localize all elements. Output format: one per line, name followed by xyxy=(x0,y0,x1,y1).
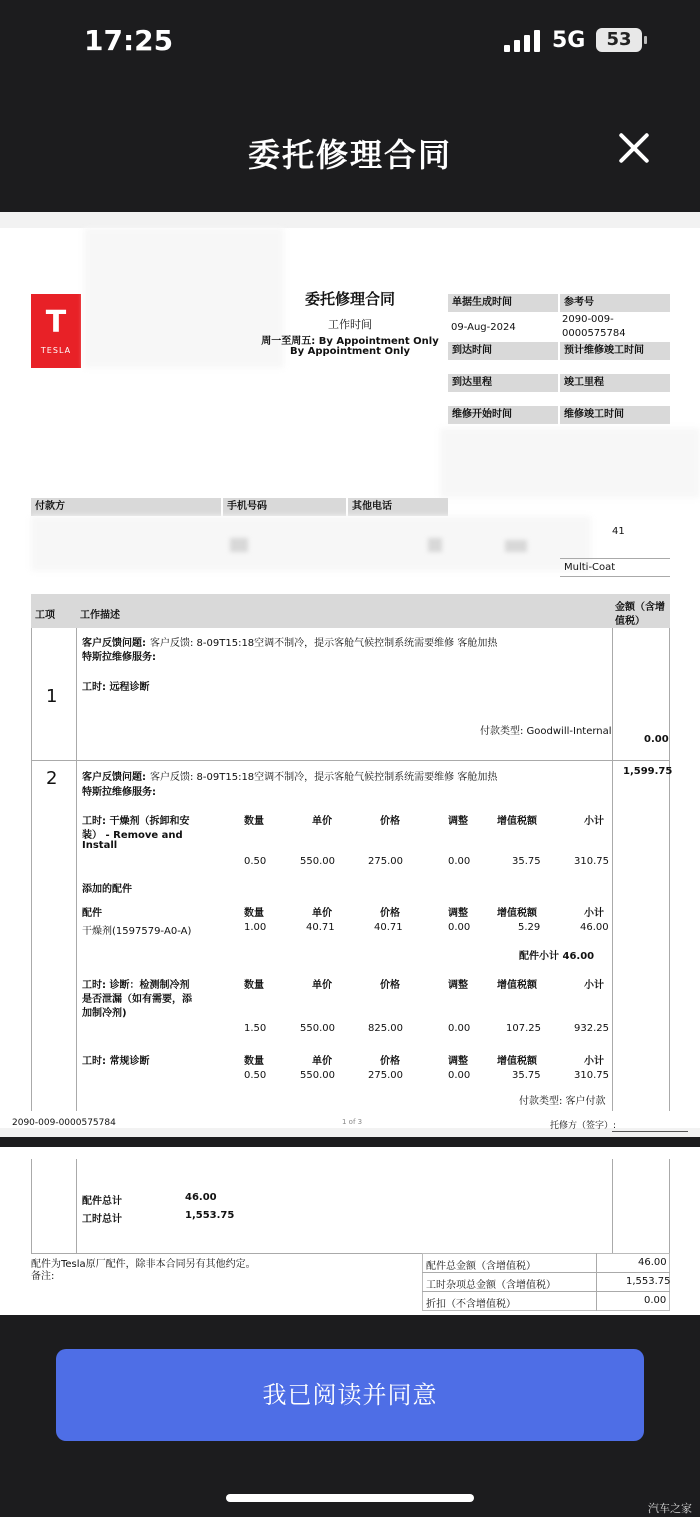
hdr-adjust: 调整 xyxy=(448,908,468,919)
labor1-adjust: 0.00 xyxy=(448,856,471,867)
item2-feedback-text: 客户反馈: 8-09T15:18空调不制冷，提示客舱气候控制系统需要维修 客舱加热 xyxy=(150,772,498,783)
generated-time-label: 单据生成时间 xyxy=(448,294,558,312)
generated-time-value: 09-Aug-2024 xyxy=(451,322,516,333)
parts-subtotal: 配件小计 46.00 xyxy=(519,951,595,962)
discount-label: 折扣（不含增值税） xyxy=(426,1299,516,1310)
sum-labor-value: 1,553.75 xyxy=(626,1276,671,1287)
labor3-adjust: 0.00 xyxy=(448,1070,471,1081)
item2-payment-type: 付款类型: 客户付款 xyxy=(519,1096,606,1107)
col-amount-2: 值税） xyxy=(615,616,645,627)
parts-total-label: 配件总计 xyxy=(82,1196,122,1207)
item2-no: 2 xyxy=(46,768,58,789)
added-parts-label: 添加的配件 xyxy=(82,884,132,895)
hdr-unit: 单价 xyxy=(312,1056,332,1067)
item2-service-label: 特斯拉维修服务: xyxy=(82,787,156,798)
labor2-name-3: 加制冷剂) xyxy=(82,1008,127,1019)
note-2: 备注: xyxy=(31,1271,55,1282)
hdr-adjust: 调整 xyxy=(448,980,468,991)
arrival-time-label: 到达时间 xyxy=(448,342,558,360)
col-amount-1: 金额（含增 xyxy=(615,602,665,613)
item1-payment-type: 付款类型: Goodwill-Internal xyxy=(480,726,612,737)
item1-feedback-label: 客户反馈问题: xyxy=(82,638,146,649)
hdr-adjust: 调整 xyxy=(448,816,468,827)
item1-no: 1 xyxy=(46,686,58,707)
sum-parts-value: 46.00 xyxy=(638,1257,667,1268)
part1-unit: 40.71 xyxy=(306,922,335,933)
phone-label: 手机号码 xyxy=(223,498,346,516)
labor3-name-1: 工时: 常规诊断 xyxy=(82,1056,150,1067)
close-icon[interactable] xyxy=(614,128,654,168)
title-bar xyxy=(0,110,700,190)
document-page-1[interactable] xyxy=(0,212,700,1137)
parts-total-value: 46.00 xyxy=(185,1192,217,1203)
hdr-price: 价格 xyxy=(380,816,400,827)
labor2-price: 825.00 xyxy=(368,1023,403,1034)
part1-name: 干燥剂(1597579-A0-A) xyxy=(82,926,192,937)
labor3-price: 275.00 xyxy=(368,1070,403,1081)
hdr-vat: 增值税额 xyxy=(497,1056,537,1067)
part1-qty: 1.00 xyxy=(244,922,267,933)
finish-mileage-label: 竣工里程 xyxy=(560,374,670,392)
tesla-logo: T TESLA xyxy=(31,294,81,368)
labor2-subtotal: 932.25 xyxy=(574,1023,609,1034)
network-type: 5G xyxy=(552,28,586,53)
page-title: 委托修理合同 xyxy=(247,136,452,174)
labor2-qty: 1.50 xyxy=(244,1023,267,1034)
paint-tail: Multi-Coat xyxy=(564,562,616,573)
hdr-subtotal: 小计 xyxy=(584,908,604,919)
status-time: 17:25 xyxy=(84,24,174,57)
arrival-mileage-label: 到达里程 xyxy=(448,374,558,392)
part1-adjust: 0.00 xyxy=(448,922,471,933)
labor-total-label: 工时总计 xyxy=(82,1214,122,1225)
col-desc: 工作描述 xyxy=(80,610,120,621)
hdr-subtotal: 小计 xyxy=(584,1056,604,1067)
home-indicator[interactable] xyxy=(226,1494,474,1502)
sum-labor-label: 工时杂项总金额（含增值税） xyxy=(426,1280,556,1291)
labor3-unit: 550.00 xyxy=(300,1070,335,1081)
document-page-2[interactable] xyxy=(0,1147,700,1315)
item2-amount: 1,599.75 xyxy=(623,766,673,777)
labor3-subtotal: 310.75 xyxy=(574,1070,609,1081)
labor3-vat: 35.75 xyxy=(512,1070,541,1081)
parts-header: 配件 xyxy=(82,908,102,919)
footer-sign: 托修方（签字）: xyxy=(550,1121,617,1131)
labor2-name-1: 工时: 诊断：检测制冷剂 xyxy=(82,980,190,991)
vin-tail: 41 xyxy=(612,526,625,537)
hdr-unit: 单价 xyxy=(312,816,332,827)
hdr-adjust: 调整 xyxy=(448,1056,468,1067)
hdr-vat: 增值税额 xyxy=(497,816,537,827)
labor1-name-2: 装） - Remove and xyxy=(82,830,183,841)
labor2-vat: 107.25 xyxy=(506,1023,541,1034)
labor2-name-2: 是否泄漏（如有需要，添 xyxy=(82,994,192,1005)
labor1-qty: 0.50 xyxy=(244,856,267,867)
other-phone-label: 其他电话 xyxy=(348,498,448,516)
hdr-unit: 单价 xyxy=(312,908,332,919)
discount-value: 0.00 xyxy=(644,1295,667,1306)
ref-label: 参考号 xyxy=(560,294,670,312)
payer-label: 付款方 xyxy=(31,498,221,516)
item2-feedback-label: 客户反馈问题: xyxy=(82,772,146,783)
labor1-subtotal: 310.75 xyxy=(574,856,609,867)
agree-button[interactable]: 我已阅读并同意 xyxy=(56,1349,644,1441)
labor1-name-3: Install xyxy=(82,840,118,851)
item1-amount: 0.00 xyxy=(644,734,669,745)
est-finish-label: 预计维修竣工时间 xyxy=(560,342,670,360)
ref-value-2: 0000575784 xyxy=(562,328,626,339)
hdr-qty: 数量 xyxy=(244,816,264,827)
footer-page: 1 of 3 xyxy=(342,1118,363,1126)
labor3-qty: 0.50 xyxy=(244,1070,267,1081)
repair-finish-label: 维修竣工时间 xyxy=(560,406,670,424)
labor1-vat: 35.75 xyxy=(512,856,541,867)
item1-service-label: 特斯拉维修服务: xyxy=(82,652,156,663)
ref-value-1: 2090-009- xyxy=(562,314,614,325)
part1-vat: 5.29 xyxy=(518,922,541,933)
battery-icon: 53 xyxy=(596,28,642,52)
sum-parts-label: 配件总金额（含增值税） xyxy=(426,1261,536,1272)
watermark: 汽车之家 xyxy=(648,1502,692,1515)
hdr-vat: 增值税额 xyxy=(497,980,537,991)
footer-ref: 2090-009-0000575784 xyxy=(12,1118,116,1128)
hdr-qty: 数量 xyxy=(244,980,264,991)
hdr-subtotal: 小计 xyxy=(584,980,604,991)
hdr-subtotal: 小计 xyxy=(584,816,604,827)
note-1: 配件为Tesla原厂配件，除非本合同另有其他约定。 xyxy=(31,1259,256,1270)
hdr-price: 价格 xyxy=(380,908,400,919)
labor-total-value: 1,553.75 xyxy=(185,1210,235,1221)
hdr-price: 价格 xyxy=(380,1056,400,1067)
status-bar xyxy=(0,0,700,80)
hdr-price: 价格 xyxy=(380,980,400,991)
work-time-line2: By Appointment Only xyxy=(289,346,411,357)
document-sheet xyxy=(0,228,700,1131)
hdr-vat: 增值税额 xyxy=(497,908,537,919)
signal-icon xyxy=(504,30,544,52)
part1-subtotal: 46.00 xyxy=(580,922,609,933)
item1-feedback-text: 客户反馈: 8-09T15:18空调不制冷，提示客舱气候控制系统需要维修 客舱加热 xyxy=(150,638,498,649)
hdr-qty: 数量 xyxy=(244,1056,264,1067)
labor1-name-1: 工时: 干燥剂（拆卸和安 xyxy=(82,816,190,827)
doc-title: 委托修理合同 xyxy=(304,290,395,308)
labor2-unit: 550.00 xyxy=(300,1023,335,1034)
col-item: 工项 xyxy=(35,610,55,621)
part1-price: 40.71 xyxy=(374,922,403,933)
labor1-price: 275.00 xyxy=(368,856,403,867)
item1-labor-label: 工时: 远程诊断 xyxy=(82,682,150,693)
hdr-unit: 单价 xyxy=(312,980,332,991)
work-time-line1: 周一至周五: By Appointment Only xyxy=(261,336,439,347)
repair-start-label: 维修开始时间 xyxy=(448,406,558,424)
labor2-adjust: 0.00 xyxy=(448,1023,471,1034)
work-time-label: 工作时间 xyxy=(328,318,372,331)
labor1-unit: 550.00 xyxy=(300,856,335,867)
hdr-qty: 数量 xyxy=(244,908,264,919)
